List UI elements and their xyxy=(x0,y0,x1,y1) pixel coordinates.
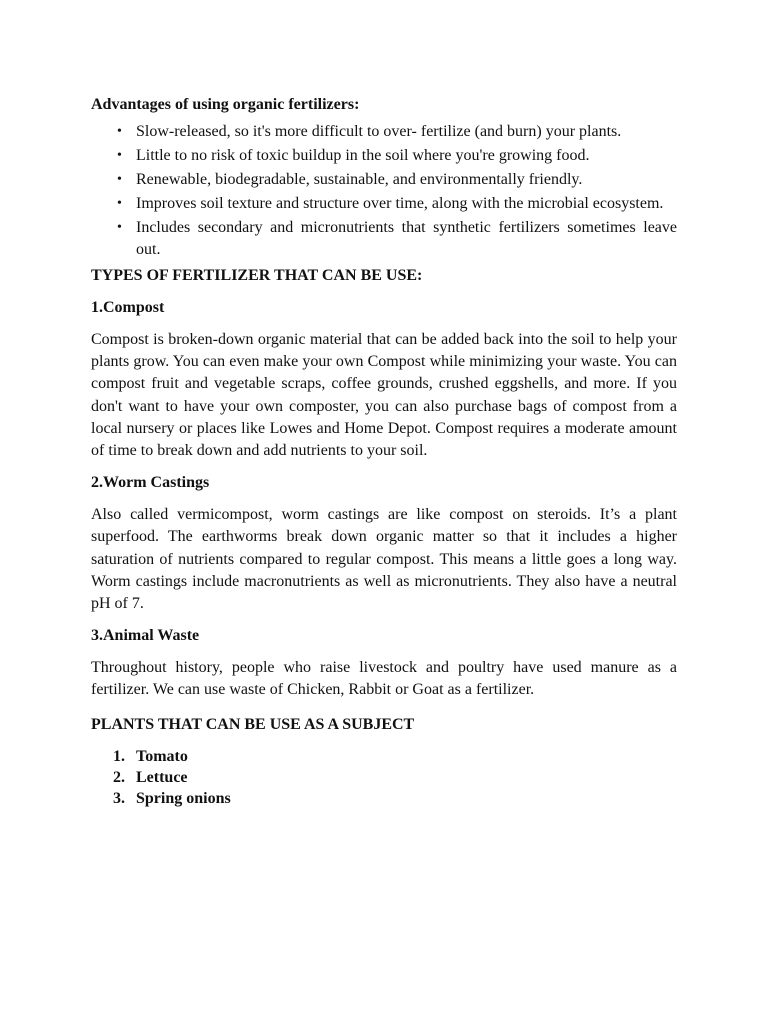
list-item xyxy=(91,121,677,143)
plant-name: Spring onions xyxy=(136,789,231,807)
worm-castings-paragraph: Also called vermicompost, worm castings are like compost on steroids. It’s a plant superfood. The earthworms break down organic matter so that it includes a higher saturation of nutrients compared to regular compost. This means a little goes a long way. Worm castings include macronutrients as well as micronutrients. They also have a neutral pH of 7. xyxy=(91,506,677,613)
list-number: 3. xyxy=(113,789,125,807)
list-item-text: Little to no risk of toxic buildup in the soil where you're growing food. xyxy=(136,147,590,164)
list-item xyxy=(91,193,677,215)
bullet-icon: • xyxy=(117,148,122,163)
bullet-icon: • xyxy=(117,172,122,187)
plants-heading: PLANTS THAT CAN BE USE AS A SUBJECT xyxy=(91,715,415,733)
plant-name: Lettuce xyxy=(136,768,188,786)
document-page xyxy=(91,94,677,809)
list-item-text: Improves soil texture and structure over time, along with the microbial ecosystem. xyxy=(136,195,664,212)
worm-castings-title: 2.Worm Castings xyxy=(91,474,210,492)
bullet-icon: • xyxy=(117,220,122,235)
list-item-text: Slow-released, so it's more difficult to over- fertilize (and burn) your plants. xyxy=(136,123,622,140)
list-item-text: Includes secondary and micronutrients that synthetic fertilizers sometimes leave out. xyxy=(136,219,677,258)
animal-waste-title: 3.Animal Waste xyxy=(91,627,200,645)
list-number: 2. xyxy=(113,768,125,786)
list-item-text: Renewable, biodegradable, sustainable, and environmentally friendly. xyxy=(136,171,583,188)
list-item xyxy=(91,788,677,809)
bullet-icon: • xyxy=(117,196,122,211)
list-item xyxy=(91,767,677,788)
plants-list xyxy=(91,746,677,809)
advantages-list xyxy=(91,121,677,261)
compost-paragraph: Compost is broken-down organic material that can be added back into the soil to help your plants grow. You can even make your own Compost while minimizing your waste. You can compost fruit and vegetable scraps, coffee grounds, crushed eggshells, and more. If you don't want to have your own composter, you can also purchase bags of compost from a local nursery or places like Lowes and Home Depot. Compost requires a moderate amount of time to break down and add nutrients to your soil. xyxy=(91,331,677,460)
types-heading: TYPES OF FERTILIZER THAT CAN BE USE: xyxy=(91,267,423,284)
list-item xyxy=(91,169,677,191)
list-item xyxy=(91,145,677,167)
list-number: 1. xyxy=(113,747,125,765)
advantages-heading: Advantages of using organic fertilizers: xyxy=(91,96,360,113)
animal-waste-paragraph: Throughout history, people who raise livestock and poultry have used manure as a fertilizer. We can use waste of Chicken, Rabbit or Goat as a fertilizer. xyxy=(91,659,677,699)
bullet-icon: • xyxy=(117,124,122,139)
plant-name: Tomato xyxy=(136,747,188,765)
compost-title: 1.Compost xyxy=(91,299,165,316)
list-item xyxy=(91,217,677,261)
list-item xyxy=(91,746,677,767)
